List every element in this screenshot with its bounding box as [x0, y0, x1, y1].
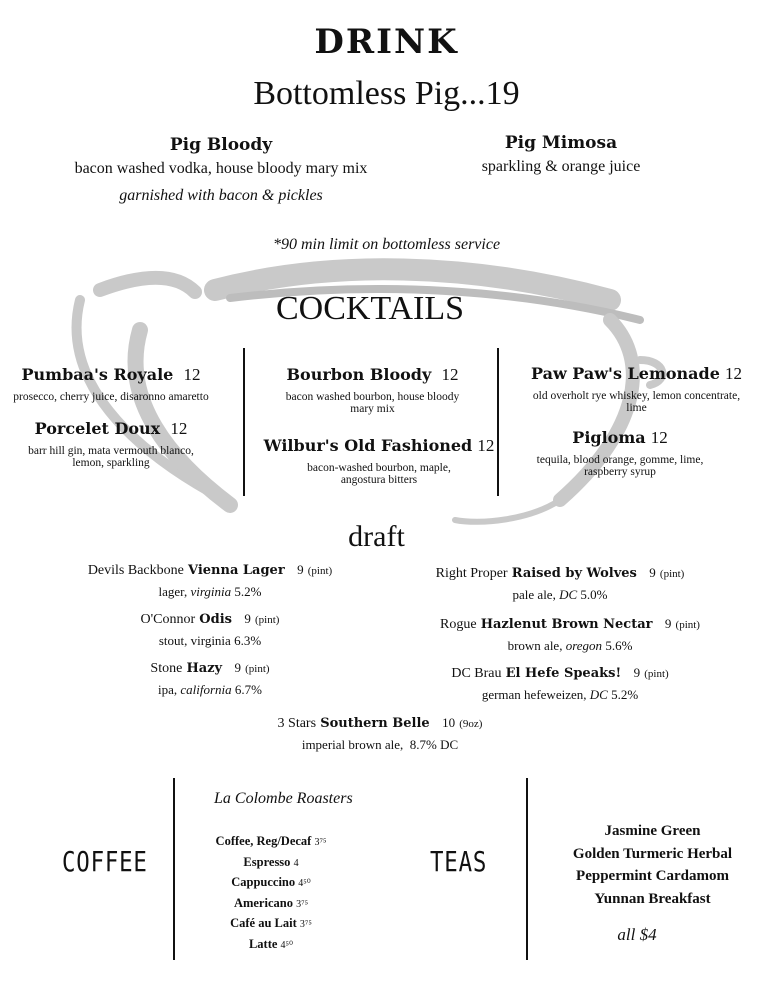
- beer-style: ipa,: [157, 682, 178, 697]
- coffee-divider-left: [173, 778, 175, 960]
- draft-title: draft: [348, 520, 405, 553]
- draft-item: [60, 660, 360, 698]
- draft-item: [60, 562, 360, 600]
- cocktail-item: [250, 365, 495, 415]
- coffee-item: [196, 853, 346, 874]
- beer-size: (pint): [255, 614, 280, 626]
- coffee-list: [196, 832, 346, 955]
- coffee-item-price: 3⁷⁵: [299, 919, 312, 930]
- cocktail-name: Porcelet Doux: [34, 419, 161, 438]
- beer-style: pale ale,: [512, 587, 556, 602]
- cocktail-item: [500, 364, 773, 414]
- cocktail-name: Pigloma: [572, 428, 646, 447]
- cocktail-desc: bacon-washed bourbon, maple,: [307, 462, 451, 474]
- coffee-item-price: 4: [293, 857, 299, 869]
- drink-title: DRINK: [314, 22, 459, 62]
- cocktail-item: [500, 428, 740, 478]
- beer-style: imperial brown ale,: [301, 737, 404, 752]
- beer-region: DC: [589, 687, 608, 702]
- beer-price: 9: [234, 660, 241, 675]
- beer-size: (pint): [659, 568, 685, 580]
- bottomless-note: *90 min limit on bottomless service: [272, 236, 501, 253]
- beer-region: california: [180, 682, 232, 697]
- cocktail-name: Paw Paw's Lemonade: [530, 364, 720, 383]
- teas-title: TEAS: [430, 845, 488, 878]
- tea-item: Peppermint Cardamom: [576, 868, 729, 884]
- beer-style: lager,: [158, 584, 188, 599]
- coffee-item: [196, 935, 346, 956]
- coffee-roaster: La Colombe Roasters: [214, 790, 353, 807]
- pig-mimosa-name: Pig Mimosa: [504, 133, 618, 153]
- bottomless-title: Bottomless Pig...19: [253, 75, 520, 112]
- cocktail-price: 12: [183, 365, 201, 384]
- cocktail-desc: bacon washed bourbon, house bloody: [285, 391, 460, 403]
- beer-style: german hefeweizen,: [481, 687, 587, 702]
- beer-price: 10: [442, 715, 456, 730]
- beer-name: Raised by Wolves: [511, 566, 637, 581]
- cocktail-desc: prosecco, cherry juice, disaronno amaretto: [13, 391, 209, 403]
- tea-item: Yunnan Breakfast: [594, 890, 711, 907]
- coffee-title: COFFEE: [62, 845, 148, 878]
- beer-brewery: O'Connor: [140, 612, 196, 627]
- beer-size: (pint): [644, 668, 669, 680]
- beer-name: Hazlenut Brown Nectar: [480, 617, 653, 632]
- beer-price: 9: [297, 562, 304, 577]
- beer-price: 9: [664, 616, 672, 631]
- draft-item: [410, 565, 710, 603]
- cocktail-desc: lime: [626, 402, 647, 414]
- beer-abv: 5.2%: [611, 687, 639, 702]
- coffee-item: [196, 914, 346, 935]
- beer-price: 9: [244, 611, 251, 626]
- beer-price: 9: [633, 665, 641, 680]
- coffee-item-name: Cappuccino: [231, 875, 296, 889]
- pig-bloody-name: Pig Bloody: [169, 135, 273, 155]
- beer-price: 9: [649, 565, 656, 580]
- beer-abv: 8.7% DC: [409, 737, 459, 752]
- cocktail-price: 12: [170, 419, 188, 438]
- cocktail-price: 12: [650, 428, 668, 447]
- coffee-item: [196, 894, 346, 915]
- beer-abv: 5.2%: [234, 584, 262, 599]
- cocktail-desc: tequila, blood orange, gomme, lime,: [536, 454, 704, 466]
- beer-name: Vienna Lager: [187, 563, 285, 578]
- beer-region: DC: [559, 587, 578, 602]
- cocktail-desc: angostura bitters: [340, 474, 418, 486]
- beer-name: El Hefe Speaks!: [505, 666, 622, 681]
- cocktail-name: Wilbur's Old Fashioned: [263, 436, 473, 455]
- tea-item: Jasmine Green: [604, 823, 701, 839]
- coffee-item: [196, 873, 346, 894]
- cocktails-title: COCKTAILS: [275, 290, 465, 327]
- coffee-item-name: Latte: [248, 936, 278, 951]
- beer-region: virginia: [190, 584, 232, 599]
- coffee-item-name: Coffee, Reg/Decaf: [215, 834, 312, 848]
- coffee-item: [196, 832, 346, 853]
- beer-brewery: Devils Backbone: [87, 563, 184, 578]
- beer-brewery: 3 Stars: [277, 716, 317, 731]
- beer-abv: 6.7%: [234, 682, 262, 697]
- cocktail-item: [250, 436, 508, 486]
- pig-bloody-garnish: garnished with bacon & pickles: [119, 187, 323, 204]
- coffee-item-price: 3⁷⁵: [296, 898, 309, 910]
- cocktail-desc: raspberry syrup: [584, 466, 656, 478]
- beer-size: (pint): [307, 565, 333, 577]
- beer-brewery: DC Brau: [451, 666, 502, 681]
- beer-name: Hazy: [186, 661, 223, 676]
- beer-abv: 5.6%: [605, 638, 633, 653]
- beer-size: (pint): [675, 619, 700, 631]
- coffee-divider-right: [526, 778, 528, 960]
- cocktail-desc: mary mix: [350, 403, 395, 415]
- teas-price-note: all $4: [617, 925, 657, 944]
- draft-item: [410, 665, 710, 703]
- coffee-item-name: Espresso: [243, 854, 291, 869]
- coffee-item-price: 4⁵⁰: [298, 878, 311, 889]
- beer-region: oregon: [565, 638, 603, 653]
- beer-brewery: Rogue: [440, 617, 477, 632]
- beer-style: stout, virginia: [158, 633, 231, 648]
- coffee-item-price: 4⁵⁰: [280, 939, 294, 951]
- cocktail-item: [0, 419, 222, 469]
- coffee-item-name: Americano: [233, 895, 293, 910]
- draft-item: [410, 616, 730, 654]
- beer-brewery: Right Proper: [435, 566, 508, 581]
- beer-name: Southern Belle: [320, 716, 430, 731]
- tea-item: Golden Turmeric Herbal: [572, 845, 733, 862]
- cocktails-divider-left: [243, 348, 245, 496]
- draft-item: [220, 715, 540, 753]
- cocktail-desc: barr hill gin, mata vermouth blanco,: [28, 445, 194, 457]
- beer-abv: 6.3%: [234, 633, 262, 648]
- beer-size: (9oz): [459, 718, 483, 730]
- coffee-item-price: 3⁷⁵: [314, 837, 327, 848]
- coffee-item-name: Café au Lait: [230, 916, 297, 930]
- pig-bloody-desc: bacon washed vodka, house bloody mary mix: [74, 160, 368, 177]
- cocktail-desc: lemon, sparkling: [72, 457, 150, 469]
- cocktail-name: Pumbaa's Royale: [21, 365, 174, 384]
- beer-name: Odis: [199, 612, 232, 627]
- beer-size: (pint): [245, 663, 270, 675]
- beer-abv: 5.0%: [580, 587, 608, 602]
- beer-style: brown ale,: [507, 638, 563, 653]
- beer-brewery: Stone: [150, 661, 183, 676]
- draft-item: [60, 611, 360, 649]
- cocktail-name: Bourbon Bloody: [286, 365, 432, 384]
- cocktail-price: 12: [441, 365, 459, 384]
- pig-mimosa-desc: sparkling & orange juice: [481, 158, 641, 175]
- cocktail-price: 12: [477, 436, 495, 455]
- cocktail-item: [0, 365, 222, 403]
- cocktail-desc: old overholt rye whiskey, lemon concentrate,: [532, 390, 741, 402]
- cocktail-price: 12: [725, 364, 743, 383]
- teas-list: [532, 820, 773, 910]
